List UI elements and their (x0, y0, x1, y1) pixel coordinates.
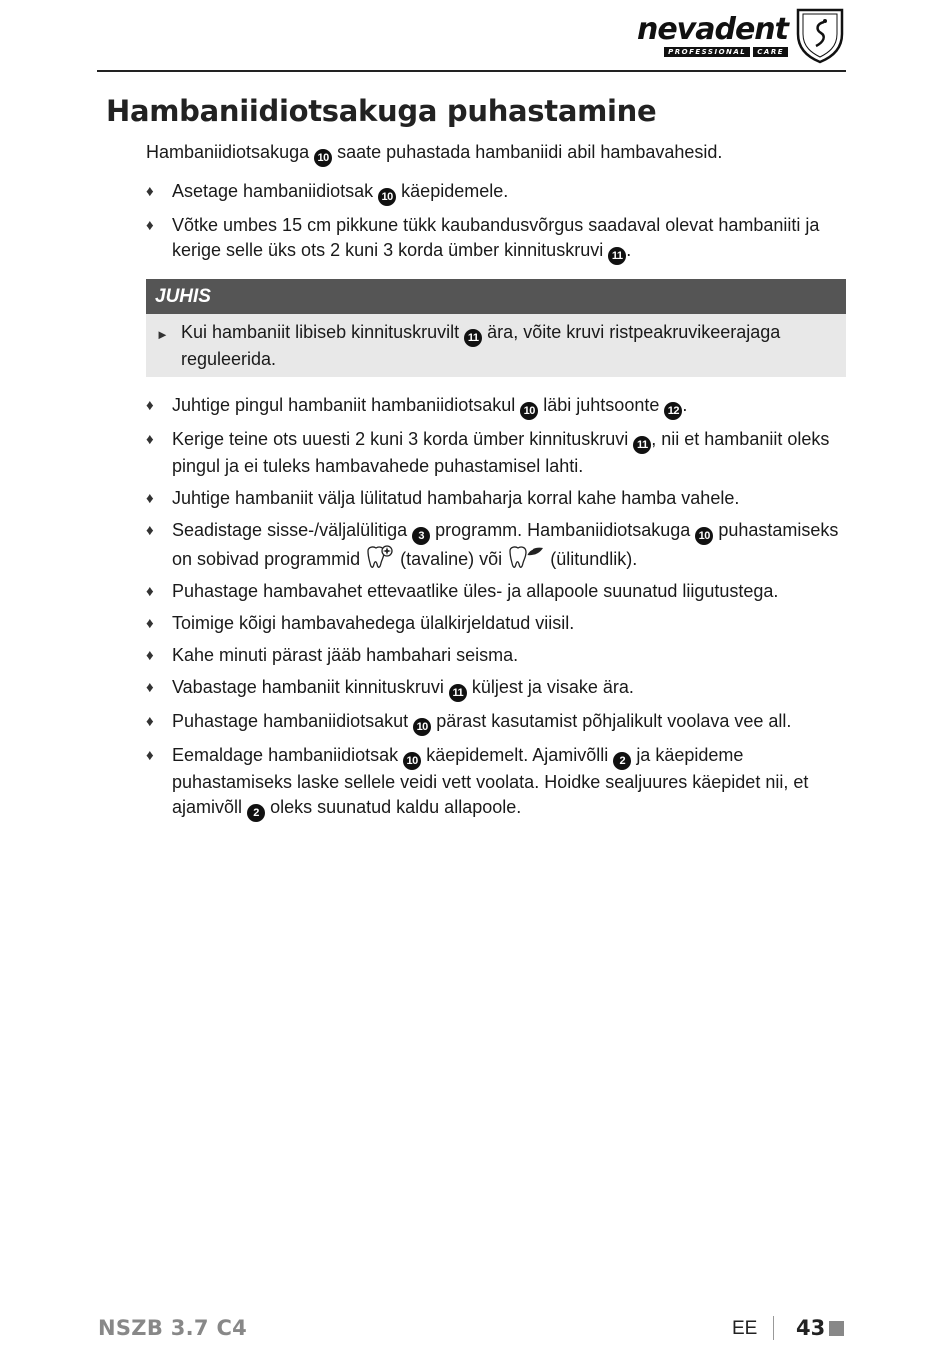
list-item: ♦ Toimige kõigi hambavahedega ülalkirjeldatud viisil. (146, 611, 852, 636)
list-item: ♦ Kahe minuti pärast jääb hambahari seisma. (146, 643, 852, 668)
note-body: ► Kui hambaniit libiseb kinnituskruvilt 11 ära, võite kruvi ristpeakruvikeerajaga reguleerida. (146, 314, 846, 377)
list-item: ♦ Puhastage hambaniidiotsakut 10 pärast kasutamist põhjalikult voolava vee all. (146, 709, 852, 736)
square-marker-icon (829, 1321, 844, 1336)
ref-badge: 2 (247, 804, 265, 822)
ref-badge: 2 (613, 752, 631, 770)
page-number: 43 (796, 1316, 826, 1340)
steps-list-b (146, 393, 852, 822)
ref-badge: 3 (412, 527, 430, 545)
diamond-bullet-icon: ♦ (146, 217, 154, 234)
steps-list-a (146, 179, 852, 265)
ref-badge: 10 (378, 188, 396, 206)
tooth-sparkle-icon (365, 545, 395, 571)
footer-separator (773, 1316, 774, 1340)
ref-badge: 10 (695, 527, 713, 545)
list-item: ♦ Kerige teine ots uuesti 2 kuni 3 korda ümber kinnituskruvi 11 , nii et hambaniit oleks pingul ja ei tuleks hambavahede puhastamisel lahti. (146, 429, 830, 476)
list-item: ♦ Võtke umbes 15 cm pikkune tükk kaubandusvõrgus saadaval olevat hambaniiti ja kerige selle üks ots 2 kuni 3 korda ümber kinnituskruvi 11 . (146, 213, 852, 265)
ref-badge: 10 (520, 402, 538, 420)
brand-tag-professional: PROFESSIONAL (664, 47, 750, 57)
diamond-bullet-icon: ♦ (146, 490, 154, 507)
brand-tag-care: CARE (753, 47, 788, 57)
ref-badge: 10 (314, 149, 332, 167)
footer-model: NSZB 3.7 C4 (98, 1316, 248, 1340)
list-item: ♦ Puhastage hambavahet ettevaatlike üles- ja allapoole suunatud liigutustega. (146, 579, 852, 604)
diamond-bullet-icon: ♦ (146, 397, 154, 414)
list-item: ♦ Vabastage hambaniit kinnituskruvi 11 küljest ja visake ära. (146, 675, 852, 702)
ref-badge: 11 (608, 247, 626, 265)
list-item: ♦ Juhtige pingul hambaniit hambaniidiotsakul 10 läbi juhtsoonte 12 . (146, 393, 852, 420)
diamond-bullet-icon: ♦ (146, 615, 154, 632)
diamond-bullet-icon: ♦ (146, 431, 154, 448)
ref-badge: 11 (633, 436, 651, 454)
intro-text: Hambaniidiotsakuga 10 saate puhastada hambaniidi abil hambavahesid. (146, 140, 852, 167)
ref-badge: 11 (449, 684, 467, 702)
list-item: ♦ Seadistage sisse-/väljalülitiga 3 programm. Hambaniidiotsakuga 10 puhastamiseks on sobivad programmid (tavaline) või (ülitundlik). (146, 520, 839, 569)
footer-language: EE (732, 1318, 758, 1339)
tooth-leaf-icon (507, 545, 545, 571)
ref-badge: 10 (403, 752, 421, 770)
list-item: ♦ Eemaldage hambaniidiotsak 10 käepidemelt. Ajamivõlli 2 ja käepideme puhastamiseks laske sellele veidi vett voolata. Hoidke sealjuures käepidet nii, et ajamivõll 2 oleks suunatud kaldu allapoole. (146, 743, 852, 822)
brand-name: nevadent (636, 11, 788, 47)
list-item: ♦ Juhtige hambaniit välja lülitatud hambaharja korral kahe hamba vahele. (146, 486, 852, 511)
ref-badge: 11 (464, 329, 482, 347)
diamond-bullet-icon: ♦ (146, 713, 154, 730)
triangle-arrow-icon: ► (156, 327, 169, 342)
ref-badge: 10 (413, 718, 431, 736)
page-title: Hambaniidiotsakuga puhastamine (106, 94, 657, 128)
brand-shield-icon (794, 6, 846, 64)
diamond-bullet-icon: ♦ (146, 583, 154, 600)
diamond-bullet-icon: ♦ (146, 183, 154, 200)
brand-logo (637, 6, 846, 64)
instructions (146, 140, 852, 829)
note-box (146, 279, 846, 377)
note-heading: JUHIS (146, 279, 846, 314)
diamond-bullet-icon: ♦ (146, 747, 154, 764)
diamond-bullet-icon: ♦ (146, 522, 154, 539)
header-rule (97, 70, 846, 72)
diamond-bullet-icon: ♦ (146, 679, 154, 696)
ref-badge: 12 (664, 402, 682, 420)
list-item: ♦ Asetage hambaniidiotsak 10 käepidemele. (146, 179, 852, 206)
diamond-bullet-icon: ♦ (146, 647, 154, 664)
